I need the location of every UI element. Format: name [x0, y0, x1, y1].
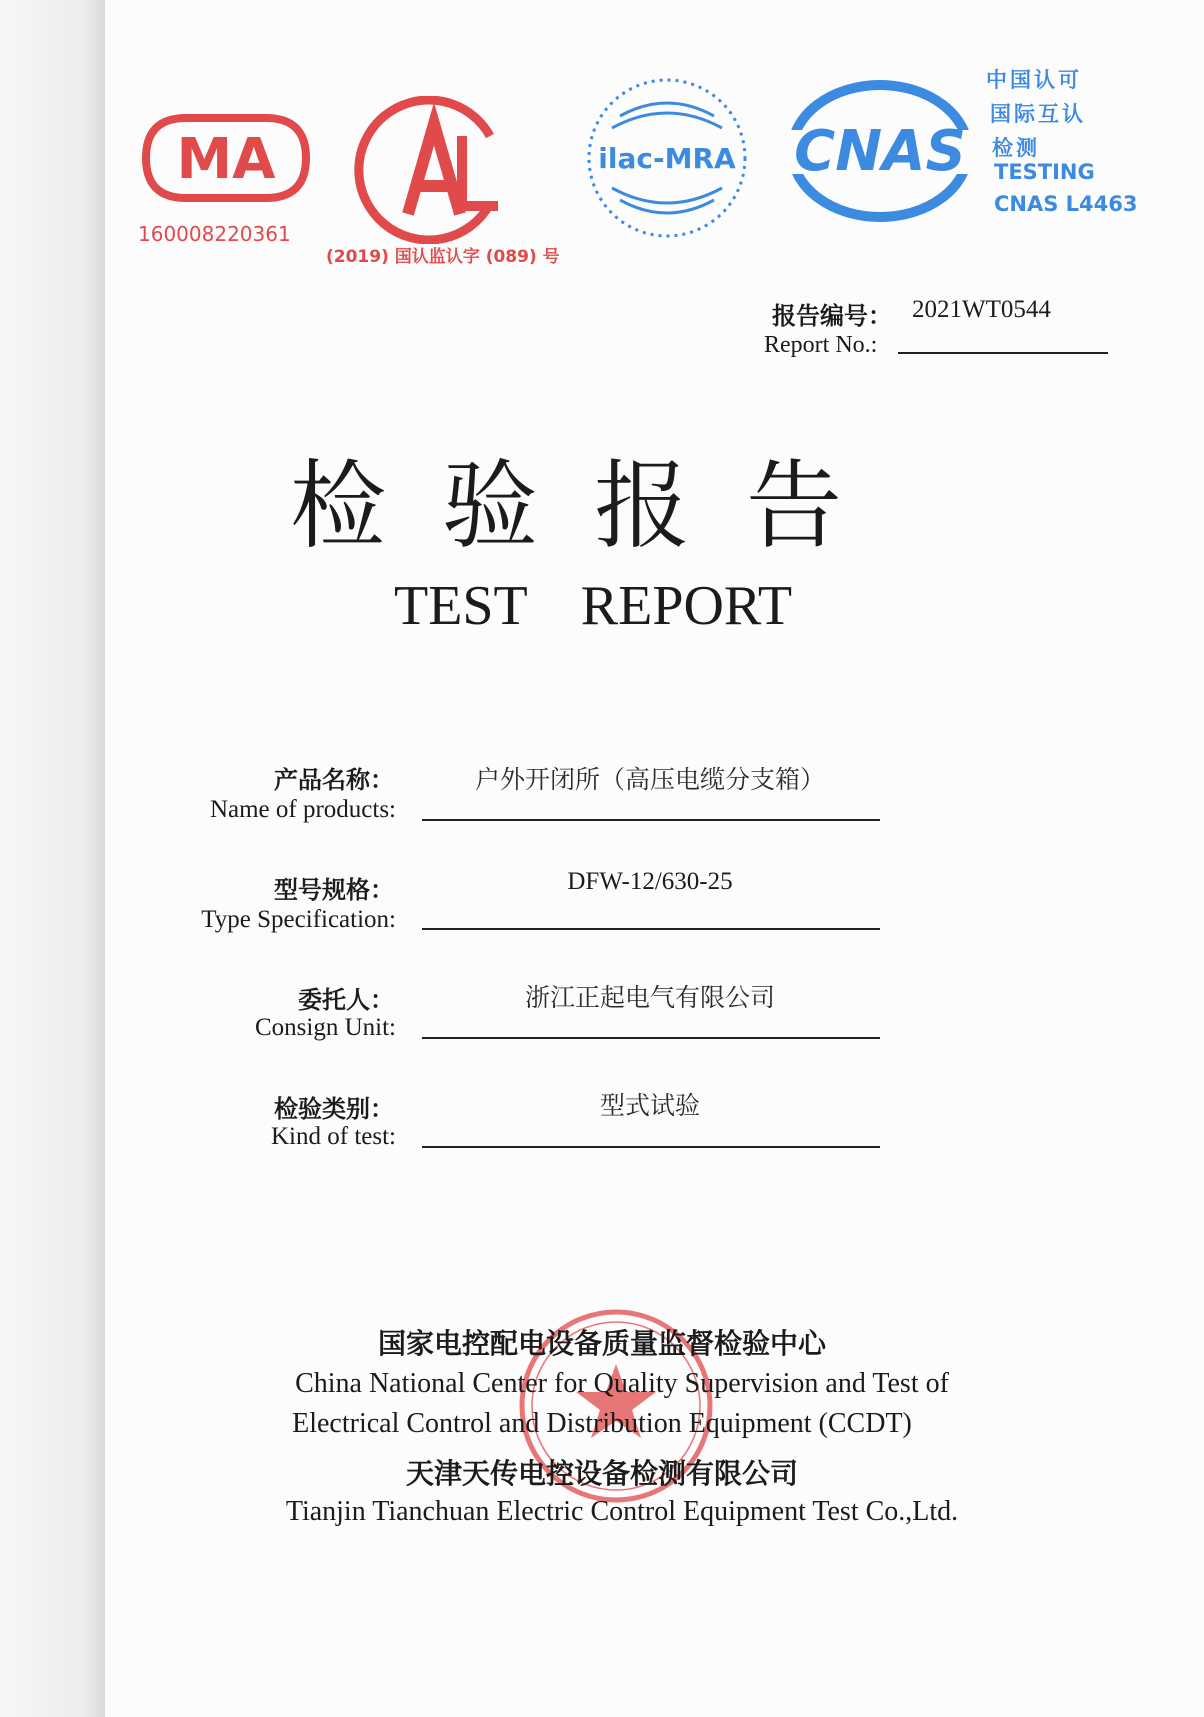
- field-label-en-type: Type Specification:: [201, 906, 396, 933]
- field-label-cn-product: 产品名称：: [274, 766, 394, 794]
- cma-seal: [136, 108, 316, 208]
- footer-center-en-1: China National Center for Quality Supervision and Test of: [295, 1368, 949, 1399]
- report-no-label-cn: 报告编号：: [772, 302, 892, 330]
- cnas-line-5: CNAS L4463: [994, 192, 1138, 216]
- cal-seal: [350, 96, 518, 244]
- footer-center-cn: 国家电控配电设备质量监督检验中心: [377, 1327, 826, 1360]
- field-underline-consign: [422, 1037, 880, 1039]
- ilac-mra-seal: [582, 76, 752, 240]
- field-label-cn-kind: 检验类别：: [274, 1095, 394, 1123]
- cnas-seal: [782, 78, 978, 224]
- cnas-line-3: 检测: [992, 136, 1040, 160]
- cnas-line-2: 国际互认: [990, 102, 1086, 126]
- cal-number: (2019) 国认监认字 (089) 号: [326, 247, 560, 267]
- svg-text:MA: MA: [176, 127, 276, 192]
- footer-center-en-2: Electrical Control and Distribution Equipment (CCDT): [292, 1408, 912, 1439]
- report-no-underline: [898, 352, 1108, 354]
- cma-number: 160008220361: [138, 222, 291, 246]
- field-value-product: 户外开闭所（高压电缆分支箱）: [474, 765, 825, 794]
- field-value-kind: 型式试验: [599, 1091, 700, 1120]
- field-label-en-consign: Consign Unit:: [255, 1014, 396, 1041]
- cnas-line-4: TESTING: [994, 160, 1095, 184]
- field-label-cn-type: 型号规格：: [274, 876, 394, 904]
- field-label-en-kind: Kind of test:: [271, 1123, 396, 1150]
- cnas-label: CNAS: [794, 119, 966, 184]
- ilac-label: ilac-MRA: [598, 142, 736, 175]
- footer-company-cn: 天津天传电控设备检测有限公司: [405, 1457, 798, 1490]
- field-value-type: DFW-12/630-25: [567, 868, 733, 895]
- field-label-en-product: Name of products:: [209, 796, 396, 823]
- title-en: TEST REPORT: [394, 575, 793, 637]
- report-no-value: 2021WT0544: [912, 296, 1051, 323]
- footer-company-en: Tianjin Tianchuan Electric Control Equipment Test Co.,Ltd.: [285, 1496, 959, 1527]
- field-underline-type: [422, 928, 880, 930]
- title-cn: 检验报告: [290, 450, 898, 562]
- field-value-consign: 浙江正起电气有限公司: [524, 983, 775, 1012]
- field-underline-product: [422, 819, 880, 821]
- report-no-label-en: Report No.:: [764, 332, 878, 358]
- field-underline-kind: [422, 1146, 880, 1148]
- field-label-cn-consign: 委托人：: [298, 986, 394, 1014]
- cnas-line-1: 中国认可: [986, 68, 1082, 92]
